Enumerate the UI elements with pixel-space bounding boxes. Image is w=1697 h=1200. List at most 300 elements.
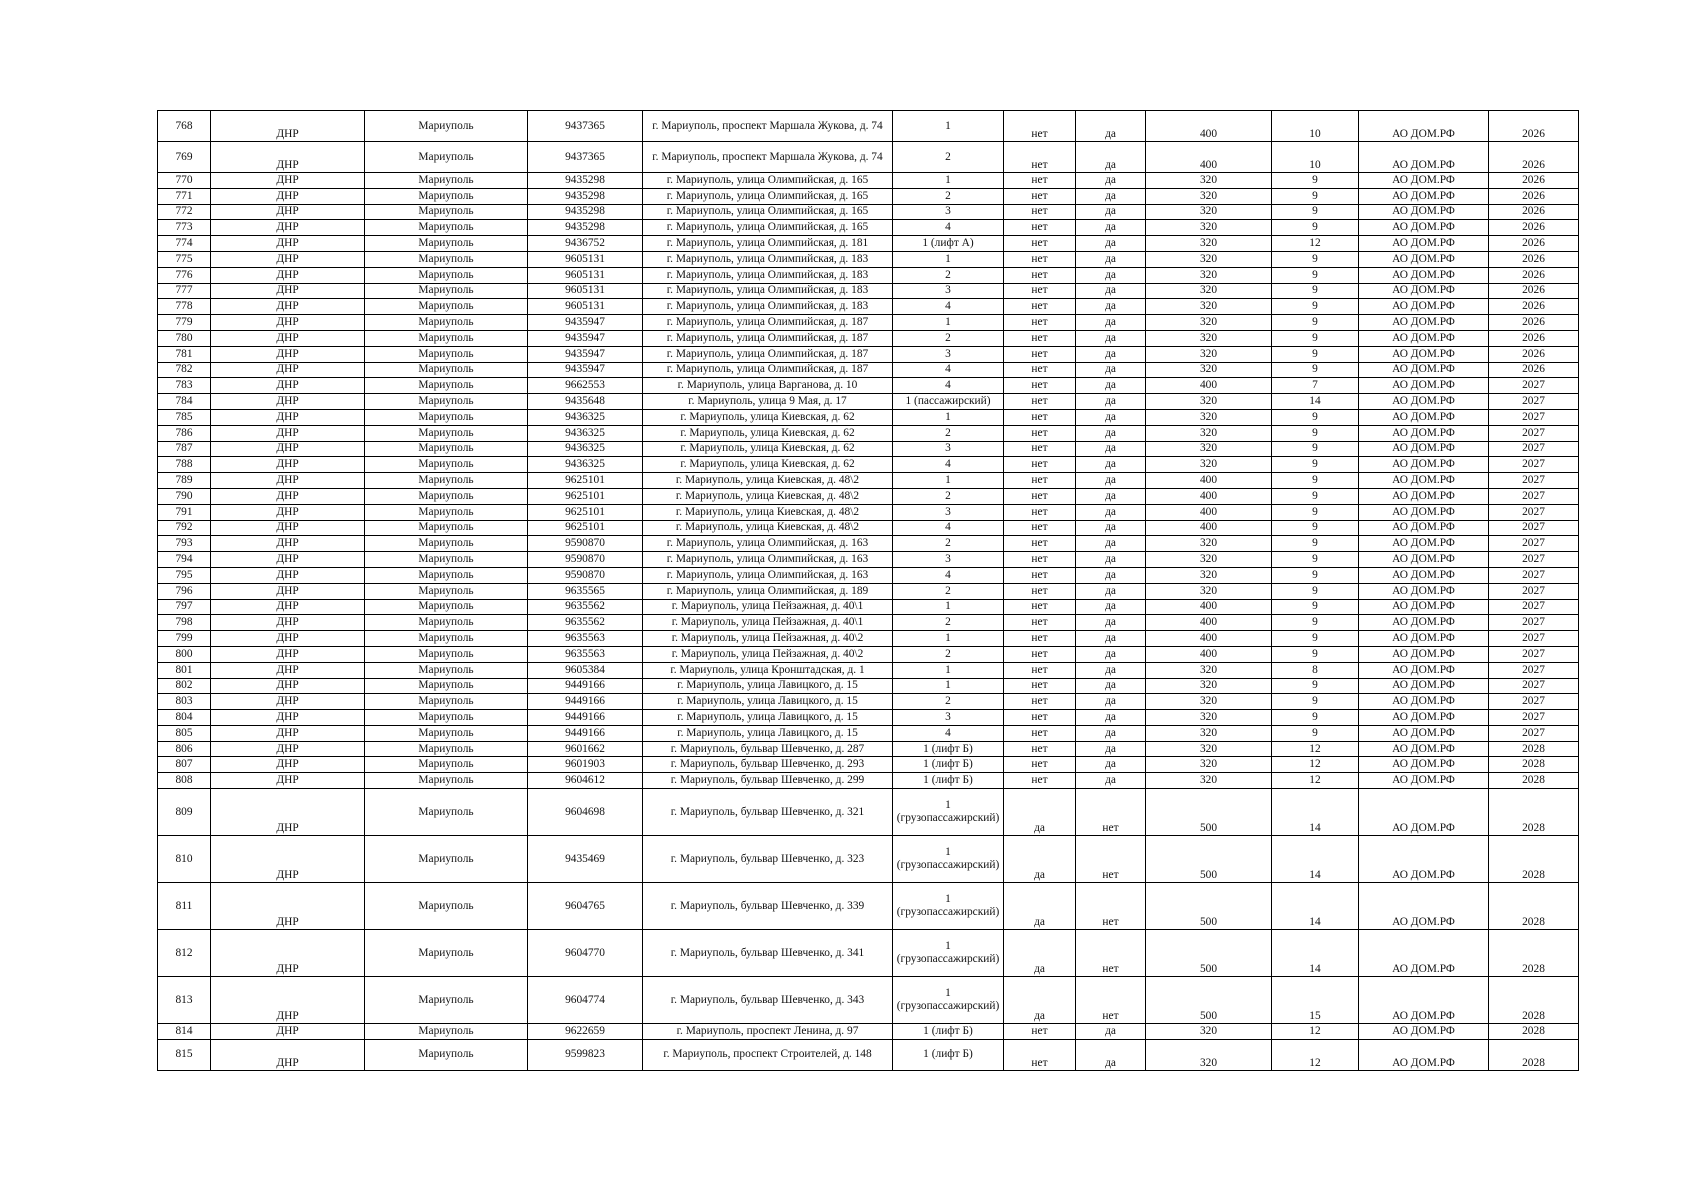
- passenger-lift-cell: да: [1076, 473, 1146, 489]
- operator-cell: АО ДОМ.РФ: [1359, 646, 1489, 662]
- freight-lift-cell: нет: [1004, 536, 1076, 552]
- year-cell: 2027: [1489, 567, 1579, 583]
- city-cell: Мариуполь: [365, 583, 528, 599]
- passenger-lift-cell: да: [1076, 694, 1146, 710]
- address-cell: г. Мариуполь, улица Пейзажная, д. 40\1: [643, 599, 893, 615]
- year-cell: 2028: [1489, 741, 1579, 757]
- year-cell: 2027: [1489, 599, 1579, 615]
- year-cell: 2028: [1489, 836, 1579, 883]
- operator-cell: АО ДОМ.РФ: [1359, 142, 1489, 173]
- city-cell: Мариуполь: [365, 631, 528, 647]
- address-cell: г. Мариуполь, улица Лавицкого, д. 15: [643, 694, 893, 710]
- operator-cell: АО ДОМ.РФ: [1359, 346, 1489, 362]
- capacity-cell: 320: [1146, 346, 1272, 362]
- capacity-cell: 500: [1146, 977, 1272, 1024]
- operator-cell: АО ДОМ.РФ: [1359, 836, 1489, 883]
- lift-cell: 1: [893, 662, 1004, 678]
- city-cell: Мариуполь: [365, 757, 528, 773]
- city-cell: Мариуполь: [365, 1024, 528, 1040]
- row-number-cell: 793: [158, 536, 211, 552]
- passenger-lift-cell: да: [1076, 1024, 1146, 1040]
- table-row: [158, 188, 1579, 204]
- building-id-cell: 9604770: [528, 930, 643, 977]
- region-cell: ДНР: [211, 536, 365, 552]
- address-cell: г. Мариуполь, проспект Маршала Жукова, д. 74: [643, 111, 893, 142]
- floors-cell: 9: [1272, 520, 1359, 536]
- passenger-lift-cell: да: [1076, 725, 1146, 741]
- passenger-lift-cell: да: [1076, 567, 1146, 583]
- city-cell: Мариуполь: [365, 409, 528, 425]
- lift-cell: 1 (грузопассажирский): [893, 836, 1004, 883]
- city-cell: Мариуполь: [365, 394, 528, 410]
- capacity-cell: 500: [1146, 883, 1272, 930]
- passenger-lift-cell: да: [1076, 599, 1146, 615]
- address-cell: г. Мариуполь, улица Лавицкого, д. 15: [643, 678, 893, 694]
- table-row: [158, 631, 1579, 647]
- year-cell: 2027: [1489, 646, 1579, 662]
- region-cell: ДНР: [211, 757, 365, 773]
- table-row: [158, 725, 1579, 741]
- year-cell: 2027: [1489, 662, 1579, 678]
- lift-cell: 1: [893, 315, 1004, 331]
- table-row: [158, 142, 1579, 173]
- lift-cell: 1: [893, 631, 1004, 647]
- row-number-cell: 808: [158, 773, 211, 789]
- year-cell: 2027: [1489, 631, 1579, 647]
- passenger-lift-cell: да: [1076, 488, 1146, 504]
- floors-cell: 9: [1272, 646, 1359, 662]
- building-id-cell: 9436325: [528, 425, 643, 441]
- table-row: [158, 741, 1579, 757]
- row-number-cell: 814: [158, 1024, 211, 1040]
- row-number-cell: 789: [158, 473, 211, 489]
- city-cell: Мариуполь: [365, 662, 528, 678]
- year-cell: 2027: [1489, 504, 1579, 520]
- freight-lift-cell: нет: [1004, 694, 1076, 710]
- floors-cell: 9: [1272, 552, 1359, 568]
- year-cell: 2028: [1489, 773, 1579, 789]
- table-row: [158, 710, 1579, 726]
- floors-cell: 15: [1272, 977, 1359, 1024]
- year-cell: 2028: [1489, 789, 1579, 836]
- year-cell: 2027: [1489, 552, 1579, 568]
- freight-lift-cell: нет: [1004, 111, 1076, 142]
- region-cell: ДНР: [211, 236, 365, 252]
- year-cell: 2028: [1489, 977, 1579, 1024]
- floors-cell: 9: [1272, 599, 1359, 615]
- year-cell: 2026: [1489, 111, 1579, 142]
- table-row: [158, 111, 1579, 142]
- operator-cell: АО ДОМ.РФ: [1359, 615, 1489, 631]
- year-cell: 2026: [1489, 173, 1579, 189]
- region-cell: ДНР: [211, 111, 365, 142]
- table-row: [158, 567, 1579, 583]
- row-number-cell: 803: [158, 694, 211, 710]
- lift-cell: 4: [893, 220, 1004, 236]
- table-row: [158, 599, 1579, 615]
- building-id-cell: 9604612: [528, 773, 643, 789]
- floors-cell: 9: [1272, 504, 1359, 520]
- year-cell: 2027: [1489, 378, 1579, 394]
- operator-cell: АО ДОМ.РФ: [1359, 1039, 1489, 1070]
- freight-lift-cell: да: [1004, 977, 1076, 1024]
- lift-cell: 1 (пассажирский): [893, 394, 1004, 410]
- region-cell: ДНР: [211, 1024, 365, 1040]
- table-row: [158, 283, 1579, 299]
- capacity-cell: 320: [1146, 583, 1272, 599]
- address-cell: г. Мариуполь, улица Киевская, д. 62: [643, 457, 893, 473]
- freight-lift-cell: да: [1004, 836, 1076, 883]
- row-number-cell: 788: [158, 457, 211, 473]
- freight-lift-cell: нет: [1004, 488, 1076, 504]
- operator-cell: АО ДОМ.РФ: [1359, 204, 1489, 220]
- year-cell: 2027: [1489, 488, 1579, 504]
- city-cell: Мариуполь: [365, 488, 528, 504]
- lift-cell: 1: [893, 173, 1004, 189]
- floors-cell: 12: [1272, 741, 1359, 757]
- region-cell: ДНР: [211, 441, 365, 457]
- table-row: [158, 473, 1579, 489]
- region-cell: ДНР: [211, 646, 365, 662]
- lift-cell: 2: [893, 646, 1004, 662]
- freight-lift-cell: да: [1004, 883, 1076, 930]
- row-number-cell: 784: [158, 394, 211, 410]
- passenger-lift-cell: да: [1076, 741, 1146, 757]
- address-cell: г. Мариуполь, бульвар Шевченко, д. 339: [643, 883, 893, 930]
- row-number-cell: 778: [158, 299, 211, 315]
- lift-cell: 2: [893, 330, 1004, 346]
- address-cell: г. Мариуполь, проспект Ленина, д. 97: [643, 1024, 893, 1040]
- floors-cell: 12: [1272, 236, 1359, 252]
- address-cell: г. Мариуполь, улица Кронштадская, д. 1: [643, 662, 893, 678]
- building-id-cell: 9436325: [528, 409, 643, 425]
- floors-cell: 9: [1272, 204, 1359, 220]
- capacity-cell: 320: [1146, 173, 1272, 189]
- region-cell: ДНР: [211, 615, 365, 631]
- freight-lift-cell: нет: [1004, 251, 1076, 267]
- address-cell: г. Мариуполь, улица Киевская, д. 48\2: [643, 520, 893, 536]
- capacity-cell: 400: [1146, 488, 1272, 504]
- lift-cell: 1 (лифт А): [893, 236, 1004, 252]
- lift-cell: 1 (лифт Б): [893, 773, 1004, 789]
- floors-cell: 12: [1272, 757, 1359, 773]
- year-cell: 2027: [1489, 615, 1579, 631]
- city-cell: Мариуполь: [365, 883, 528, 930]
- operator-cell: АО ДОМ.РФ: [1359, 1024, 1489, 1040]
- address-cell: г. Мариуполь, улица Олимпийская, д. 165: [643, 188, 893, 204]
- table-row: [158, 1024, 1579, 1040]
- passenger-lift-cell: да: [1076, 710, 1146, 726]
- year-cell: 2027: [1489, 409, 1579, 425]
- city-cell: Мариуполь: [365, 678, 528, 694]
- city-cell: Мариуполь: [365, 773, 528, 789]
- city-cell: Мариуполь: [365, 346, 528, 362]
- lift-cell: 1 (лифт Б): [893, 741, 1004, 757]
- floors-cell: 9: [1272, 567, 1359, 583]
- region-cell: ДНР: [211, 678, 365, 694]
- lift-cell: 1 (грузопассажирский): [893, 977, 1004, 1024]
- building-id-cell: 9435298: [528, 173, 643, 189]
- freight-lift-cell: нет: [1004, 315, 1076, 331]
- floors-cell: 8: [1272, 662, 1359, 678]
- row-number-cell: 774: [158, 236, 211, 252]
- operator-cell: АО ДОМ.РФ: [1359, 583, 1489, 599]
- passenger-lift-cell: да: [1076, 394, 1146, 410]
- region-cell: ДНР: [211, 836, 365, 883]
- year-cell: 2026: [1489, 220, 1579, 236]
- row-number-cell: 809: [158, 789, 211, 836]
- building-id-cell: 9436325: [528, 457, 643, 473]
- row-number-cell: 795: [158, 567, 211, 583]
- passenger-lift-cell: да: [1076, 283, 1146, 299]
- freight-lift-cell: нет: [1004, 330, 1076, 346]
- operator-cell: АО ДОМ.РФ: [1359, 773, 1489, 789]
- floors-cell: 9: [1272, 283, 1359, 299]
- region-cell: ДНР: [211, 425, 365, 441]
- row-number-cell: 785: [158, 409, 211, 425]
- passenger-lift-cell: да: [1076, 441, 1146, 457]
- lift-cell: 1 (лифт Б): [893, 1039, 1004, 1070]
- table-row: [158, 251, 1579, 267]
- passenger-lift-cell: да: [1076, 330, 1146, 346]
- capacity-cell: 400: [1146, 111, 1272, 142]
- region-cell: ДНР: [211, 173, 365, 189]
- city-cell: Мариуполь: [365, 1039, 528, 1070]
- year-cell: 2026: [1489, 362, 1579, 378]
- building-id-cell: 9436752: [528, 236, 643, 252]
- operator-cell: АО ДОМ.РФ: [1359, 883, 1489, 930]
- year-cell: 2026: [1489, 251, 1579, 267]
- address-cell: г. Мариуполь, улица Олимпийская, д. 183: [643, 283, 893, 299]
- row-number-cell: 812: [158, 930, 211, 977]
- freight-lift-cell: нет: [1004, 236, 1076, 252]
- table-row: [158, 836, 1579, 883]
- capacity-cell: 400: [1146, 378, 1272, 394]
- lift-cell: 2: [893, 536, 1004, 552]
- address-cell: г. Мариуполь, бульвар Шевченко, д. 341: [643, 930, 893, 977]
- passenger-lift-cell: да: [1076, 457, 1146, 473]
- address-cell: г. Мариуполь, улица Киевская, д. 48\2: [643, 488, 893, 504]
- year-cell: 2027: [1489, 441, 1579, 457]
- address-cell: г. Мариуполь, улица Олимпийская, д. 183: [643, 251, 893, 267]
- freight-lift-cell: нет: [1004, 346, 1076, 362]
- operator-cell: АО ДОМ.РФ: [1359, 394, 1489, 410]
- passenger-lift-cell: да: [1076, 188, 1146, 204]
- row-number-cell: 806: [158, 741, 211, 757]
- city-cell: Мариуполь: [365, 236, 528, 252]
- passenger-lift-cell: да: [1076, 773, 1146, 789]
- building-id-cell: 9435947: [528, 330, 643, 346]
- floors-cell: 9: [1272, 457, 1359, 473]
- freight-lift-cell: нет: [1004, 757, 1076, 773]
- table-row: [158, 757, 1579, 773]
- capacity-cell: 320: [1146, 220, 1272, 236]
- building-id-cell: 9449166: [528, 710, 643, 726]
- lift-cell: 1: [893, 111, 1004, 142]
- freight-lift-cell: нет: [1004, 457, 1076, 473]
- freight-lift-cell: да: [1004, 930, 1076, 977]
- region-cell: ДНР: [211, 204, 365, 220]
- address-cell: г. Мариуполь, улица Киевская, д. 62: [643, 425, 893, 441]
- lift-cell: 1: [893, 678, 1004, 694]
- operator-cell: АО ДОМ.РФ: [1359, 789, 1489, 836]
- region-cell: ДНР: [211, 662, 365, 678]
- region-cell: ДНР: [211, 741, 365, 757]
- region-cell: ДНР: [211, 883, 365, 930]
- freight-lift-cell: нет: [1004, 188, 1076, 204]
- capacity-cell: 320: [1146, 283, 1272, 299]
- capacity-cell: 320: [1146, 567, 1272, 583]
- city-cell: Мариуполь: [365, 977, 528, 1024]
- lift-cell: 1: [893, 473, 1004, 489]
- region-cell: ДНР: [211, 220, 365, 236]
- floors-cell: 12: [1272, 773, 1359, 789]
- passenger-lift-cell: нет: [1076, 977, 1146, 1024]
- floors-cell: 9: [1272, 220, 1359, 236]
- row-number-cell: 790: [158, 488, 211, 504]
- operator-cell: АО ДОМ.РФ: [1359, 741, 1489, 757]
- lift-cell: 2: [893, 488, 1004, 504]
- freight-lift-cell: нет: [1004, 220, 1076, 236]
- city-cell: Мариуполь: [365, 330, 528, 346]
- freight-lift-cell: нет: [1004, 283, 1076, 299]
- table-row: [158, 662, 1579, 678]
- row-number-cell: 769: [158, 142, 211, 173]
- operator-cell: АО ДОМ.РФ: [1359, 662, 1489, 678]
- region-cell: ДНР: [211, 330, 365, 346]
- floors-cell: 9: [1272, 173, 1359, 189]
- capacity-cell: 320: [1146, 251, 1272, 267]
- operator-cell: АО ДОМ.РФ: [1359, 173, 1489, 189]
- region-cell: ДНР: [211, 552, 365, 568]
- freight-lift-cell: нет: [1004, 567, 1076, 583]
- row-number-cell: 801: [158, 662, 211, 678]
- freight-lift-cell: нет: [1004, 409, 1076, 425]
- row-number-cell: 771: [158, 188, 211, 204]
- floors-cell: 9: [1272, 441, 1359, 457]
- region-cell: ДНР: [211, 789, 365, 836]
- lift-cell: 3: [893, 283, 1004, 299]
- floors-cell: 9: [1272, 251, 1359, 267]
- city-cell: Мариуполь: [365, 536, 528, 552]
- region-cell: ДНР: [211, 567, 365, 583]
- lift-cell: 2: [893, 142, 1004, 173]
- floors-cell: 9: [1272, 583, 1359, 599]
- building-id-cell: 9605131: [528, 267, 643, 283]
- passenger-lift-cell: да: [1076, 204, 1146, 220]
- row-number-cell: 777: [158, 283, 211, 299]
- address-cell: г. Мариуполь, улица Киевская, д. 62: [643, 441, 893, 457]
- city-cell: Мариуполь: [365, 425, 528, 441]
- passenger-lift-cell: нет: [1076, 883, 1146, 930]
- row-number-cell: 775: [158, 251, 211, 267]
- building-id-cell: 9625101: [528, 488, 643, 504]
- lift-cell: 1: [893, 409, 1004, 425]
- freight-lift-cell: нет: [1004, 504, 1076, 520]
- city-cell: Мариуполь: [365, 615, 528, 631]
- row-number-cell: 807: [158, 757, 211, 773]
- passenger-lift-cell: нет: [1076, 836, 1146, 883]
- operator-cell: АО ДОМ.РФ: [1359, 315, 1489, 331]
- lift-cell: 1 (лифт Б): [893, 1024, 1004, 1040]
- year-cell: 2026: [1489, 267, 1579, 283]
- floors-cell: 9: [1272, 488, 1359, 504]
- operator-cell: АО ДОМ.РФ: [1359, 567, 1489, 583]
- address-cell: г. Мариуполь, улица Олимпийская, д. 183: [643, 299, 893, 315]
- freight-lift-cell: нет: [1004, 615, 1076, 631]
- region-cell: ДНР: [211, 1039, 365, 1070]
- table-row: [158, 173, 1579, 189]
- region-cell: ДНР: [211, 378, 365, 394]
- row-number-cell: 804: [158, 710, 211, 726]
- capacity-cell: 320: [1146, 457, 1272, 473]
- address-cell: г. Мариуполь, улица Олимпийская, д. 183: [643, 267, 893, 283]
- passenger-lift-cell: да: [1076, 251, 1146, 267]
- building-id-cell: 9625101: [528, 520, 643, 536]
- lift-cell: 1 (грузопассажирский): [893, 883, 1004, 930]
- table-row: [158, 977, 1579, 1024]
- passenger-lift-cell: да: [1076, 142, 1146, 173]
- region-cell: ДНР: [211, 930, 365, 977]
- building-id-cell: 9605131: [528, 299, 643, 315]
- city-cell: Мариуполь: [365, 441, 528, 457]
- operator-cell: АО ДОМ.РФ: [1359, 441, 1489, 457]
- operator-cell: АО ДОМ.РФ: [1359, 330, 1489, 346]
- row-number-cell: 805: [158, 725, 211, 741]
- table-row: [158, 299, 1579, 315]
- floors-cell: 10: [1272, 111, 1359, 142]
- building-id-cell: 9435298: [528, 220, 643, 236]
- year-cell: 2026: [1489, 299, 1579, 315]
- address-cell: г. Мариуполь, улица Лавицкого, д. 15: [643, 725, 893, 741]
- building-id-cell: 9435947: [528, 362, 643, 378]
- freight-lift-cell: нет: [1004, 1024, 1076, 1040]
- floors-cell: 9: [1272, 678, 1359, 694]
- passenger-lift-cell: да: [1076, 299, 1146, 315]
- capacity-cell: 320: [1146, 409, 1272, 425]
- freight-lift-cell: нет: [1004, 441, 1076, 457]
- capacity-cell: 320: [1146, 425, 1272, 441]
- address-cell: г. Мариуполь, проспект Строителей, д. 148: [643, 1039, 893, 1070]
- year-cell: 2026: [1489, 330, 1579, 346]
- table-row: [158, 346, 1579, 362]
- city-cell: Мариуполь: [365, 710, 528, 726]
- address-cell: г. Мариуполь, улица Олимпийская, д. 163: [643, 567, 893, 583]
- region-cell: ДНР: [211, 694, 365, 710]
- passenger-lift-cell: да: [1076, 111, 1146, 142]
- lift-cell: 2: [893, 694, 1004, 710]
- row-number-cell: 797: [158, 599, 211, 615]
- lift-cell: 1 (грузопассажирский): [893, 789, 1004, 836]
- city-cell: Мариуполь: [365, 473, 528, 489]
- building-id-cell: 9604765: [528, 883, 643, 930]
- row-number-cell: 796: [158, 583, 211, 599]
- year-cell: 2027: [1489, 520, 1579, 536]
- capacity-cell: 320: [1146, 536, 1272, 552]
- city-cell: Мариуполь: [365, 599, 528, 615]
- city-cell: Мариуполь: [365, 457, 528, 473]
- region-cell: ДНР: [211, 725, 365, 741]
- city-cell: Мариуполь: [365, 204, 528, 220]
- building-id-cell: 9625101: [528, 504, 643, 520]
- building-id-cell: 9604698: [528, 789, 643, 836]
- capacity-cell: 320: [1146, 773, 1272, 789]
- table-row: [158, 552, 1579, 568]
- building-id-cell: 9436325: [528, 441, 643, 457]
- floors-cell: 9: [1272, 362, 1359, 378]
- capacity-cell: 320: [1146, 315, 1272, 331]
- floors-cell: 7: [1272, 378, 1359, 394]
